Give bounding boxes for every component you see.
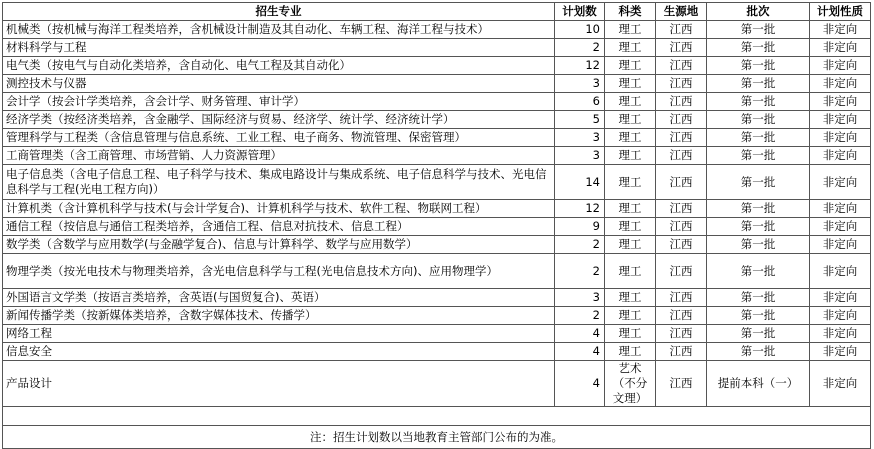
category-cell: 艺术（不分文理）: [605, 361, 656, 407]
nature-cell: 非定向: [810, 147, 871, 165]
nature-cell: 非定向: [810, 21, 871, 39]
count-cell: 3: [555, 147, 605, 165]
origin-cell: 江西: [656, 218, 707, 236]
category-cell: 理工: [605, 129, 656, 147]
nature-cell: 非定向: [810, 289, 871, 307]
table-row: [3, 325, 871, 343]
table-row: [3, 129, 871, 147]
table-row: [3, 361, 871, 407]
batch-cell: 第一批: [707, 21, 810, 39]
nature-cell: 非定向: [810, 361, 871, 407]
count-cell: 2: [555, 307, 605, 325]
nature-cell: 非定向: [810, 129, 871, 147]
category-cell: 理工: [605, 200, 656, 218]
count-cell: 3: [555, 129, 605, 147]
category-cell: 理工: [605, 325, 656, 343]
major-cell: 材料科学与工程: [3, 39, 555, 57]
major-cell: 物理学类（按光电技术与物理类培养，含光电信息科学与工程(光电信息技术方向)、应用物理学）: [3, 254, 555, 289]
nature-cell: 非定向: [810, 57, 871, 75]
nature-cell: 非定向: [810, 111, 871, 129]
category-cell: 理工: [605, 218, 656, 236]
count-cell: 12: [555, 200, 605, 218]
major-cell: 电子信息类（含电子信息工程、电子科学与技术、集成电路设计与集成系统、电子信息科学与技术、光电信息科学与工程(光电工程方向)）: [3, 165, 555, 200]
origin-cell: 江西: [656, 307, 707, 325]
batch-cell: 第一批: [707, 165, 810, 200]
batch-cell: 第一批: [707, 325, 810, 343]
nature-cell: 非定向: [810, 75, 871, 93]
origin-cell: 江西: [656, 111, 707, 129]
count-cell: 9: [555, 218, 605, 236]
nature-cell: 非定向: [810, 236, 871, 254]
count-cell: 14: [555, 165, 605, 200]
batch-cell: 第一批: [707, 289, 810, 307]
major-cell: 新闻传播学类（按新媒体类培养，含数字媒体技术、传播学）: [3, 307, 555, 325]
nature-cell: 非定向: [810, 165, 871, 200]
major-cell: 通信工程（按信息与通信工程类培养，含通信工程、信息对抗技术、信息工程）: [3, 218, 555, 236]
header-origin: 生源地: [656, 3, 707, 21]
batch-cell: 第一批: [707, 93, 810, 111]
batch-cell: 第一批: [707, 343, 810, 361]
count-cell: 2: [555, 39, 605, 57]
header-major: 招生专业: [3, 3, 555, 21]
major-cell: 数学类（含数学与应用数学(与金融学复合)、信息与计算科学、数学与应用数学）: [3, 236, 555, 254]
nature-cell: 非定向: [810, 343, 871, 361]
table-row: [3, 147, 871, 165]
batch-cell: 第一批: [707, 147, 810, 165]
count-cell: 5: [555, 111, 605, 129]
table-row: [3, 165, 871, 200]
category-cell: 理工: [605, 343, 656, 361]
nature-cell: 非定向: [810, 218, 871, 236]
batch-cell: 第一批: [707, 111, 810, 129]
table-row: [3, 21, 871, 39]
nature-cell: 非定向: [810, 200, 871, 218]
header-category: 科类: [605, 3, 656, 21]
spacer-row: [3, 407, 871, 426]
table-row: [3, 39, 871, 57]
count-cell: 4: [555, 325, 605, 343]
count-cell: 6: [555, 93, 605, 111]
count-cell: 10: [555, 21, 605, 39]
major-cell: 产品设计: [3, 361, 555, 407]
table-row: [3, 111, 871, 129]
origin-cell: 江西: [656, 289, 707, 307]
origin-cell: 江西: [656, 93, 707, 111]
origin-cell: 江西: [656, 343, 707, 361]
origin-cell: 江西: [656, 129, 707, 147]
category-cell: 理工: [605, 39, 656, 57]
category-cell: 理工: [605, 254, 656, 289]
category-cell: 理工: [605, 93, 656, 111]
batch-cell: 第一批: [707, 129, 810, 147]
category-cell: 理工: [605, 147, 656, 165]
table-row: [3, 343, 871, 361]
batch-cell: 第一批: [707, 236, 810, 254]
origin-cell: 江西: [656, 147, 707, 165]
major-cell: 经济学类（按经济类培养，含金融学、国际经济与贸易、经济学、统计学、经济统计学）: [3, 111, 555, 129]
origin-cell: 江西: [656, 21, 707, 39]
origin-cell: 江西: [656, 325, 707, 343]
category-cell: 理工: [605, 111, 656, 129]
table-row: [3, 200, 871, 218]
major-cell: 管理科学与工程类（含信息管理与信息系统、工业工程、电子商务、物流管理、保密管理）: [3, 129, 555, 147]
nature-cell: 非定向: [810, 307, 871, 325]
count-cell: 12: [555, 57, 605, 75]
nature-cell: 非定向: [810, 325, 871, 343]
origin-cell: 江西: [656, 254, 707, 289]
count-cell: 4: [555, 343, 605, 361]
header-row: [3, 3, 871, 21]
count-cell: 3: [555, 75, 605, 93]
enrollment-plan-sheet: [2, 2, 870, 449]
nature-cell: 非定向: [810, 254, 871, 289]
table-row: [3, 307, 871, 325]
header-batch: 批次: [707, 3, 810, 21]
batch-cell: 第一批: [707, 307, 810, 325]
batch-cell: 第一批: [707, 39, 810, 57]
enrollment-plan-table: [2, 2, 871, 449]
origin-cell: 江西: [656, 165, 707, 200]
major-cell: 电气类（按电气与自动化类培养，含自动化、电气工程及其自动化）: [3, 57, 555, 75]
major-cell: 测控技术与仪器: [3, 75, 555, 93]
table-row: [3, 289, 871, 307]
origin-cell: 江西: [656, 75, 707, 93]
table-row: [3, 236, 871, 254]
note-row: [3, 426, 871, 449]
category-cell: 理工: [605, 236, 656, 254]
batch-cell: 第一批: [707, 57, 810, 75]
table-row: [3, 218, 871, 236]
origin-cell: 江西: [656, 39, 707, 57]
table-row: [3, 93, 871, 111]
nature-cell: 非定向: [810, 39, 871, 57]
spacer-cell: [3, 407, 871, 426]
count-cell: 2: [555, 236, 605, 254]
header-nature: 计划性质: [810, 3, 871, 21]
origin-cell: 江西: [656, 361, 707, 407]
count-cell: 2: [555, 254, 605, 289]
major-cell: 计算机类（含计算机科学与技术(与会计学复合)、计算机科学与技术、软件工程、物联网工程）: [3, 200, 555, 218]
nature-cell: 非定向: [810, 93, 871, 111]
major-cell: 会计学（按会计学类培养，含会计学、财务管理、审计学）: [3, 93, 555, 111]
category-cell: 理工: [605, 165, 656, 200]
table-row: [3, 75, 871, 93]
batch-cell: 第一批: [707, 254, 810, 289]
batch-cell: 第一批: [707, 200, 810, 218]
major-cell: 机械类（按机械与海洋工程类培养，含机械设计制造及其自动化、车辆工程、海洋工程与技术）: [3, 21, 555, 39]
origin-cell: 江西: [656, 236, 707, 254]
major-cell: 网络工程: [3, 325, 555, 343]
category-cell: 理工: [605, 21, 656, 39]
batch-cell: 第一批: [707, 75, 810, 93]
table-row: [3, 254, 871, 289]
table-body: [3, 21, 871, 407]
count-cell: 4: [555, 361, 605, 407]
category-cell: 理工: [605, 307, 656, 325]
origin-cell: 江西: [656, 200, 707, 218]
major-cell: 工商管理类（含工商管理、市场营销、人力资源管理）: [3, 147, 555, 165]
footnote: 注：招生计划数以当地教育主管部门公布的为准。: [3, 426, 871, 449]
major-cell: 信息安全: [3, 343, 555, 361]
batch-cell: 提前本科（一）: [707, 361, 810, 407]
batch-cell: 第一批: [707, 218, 810, 236]
table-row: [3, 57, 871, 75]
category-cell: 理工: [605, 75, 656, 93]
count-cell: 3: [555, 289, 605, 307]
category-cell: 理工: [605, 57, 656, 75]
category-cell: 理工: [605, 289, 656, 307]
header-count: 计划数: [555, 3, 605, 21]
major-cell: 外国语言文学类（按语言类培养，含英语(与国贸复合)、英语）: [3, 289, 555, 307]
origin-cell: 江西: [656, 57, 707, 75]
